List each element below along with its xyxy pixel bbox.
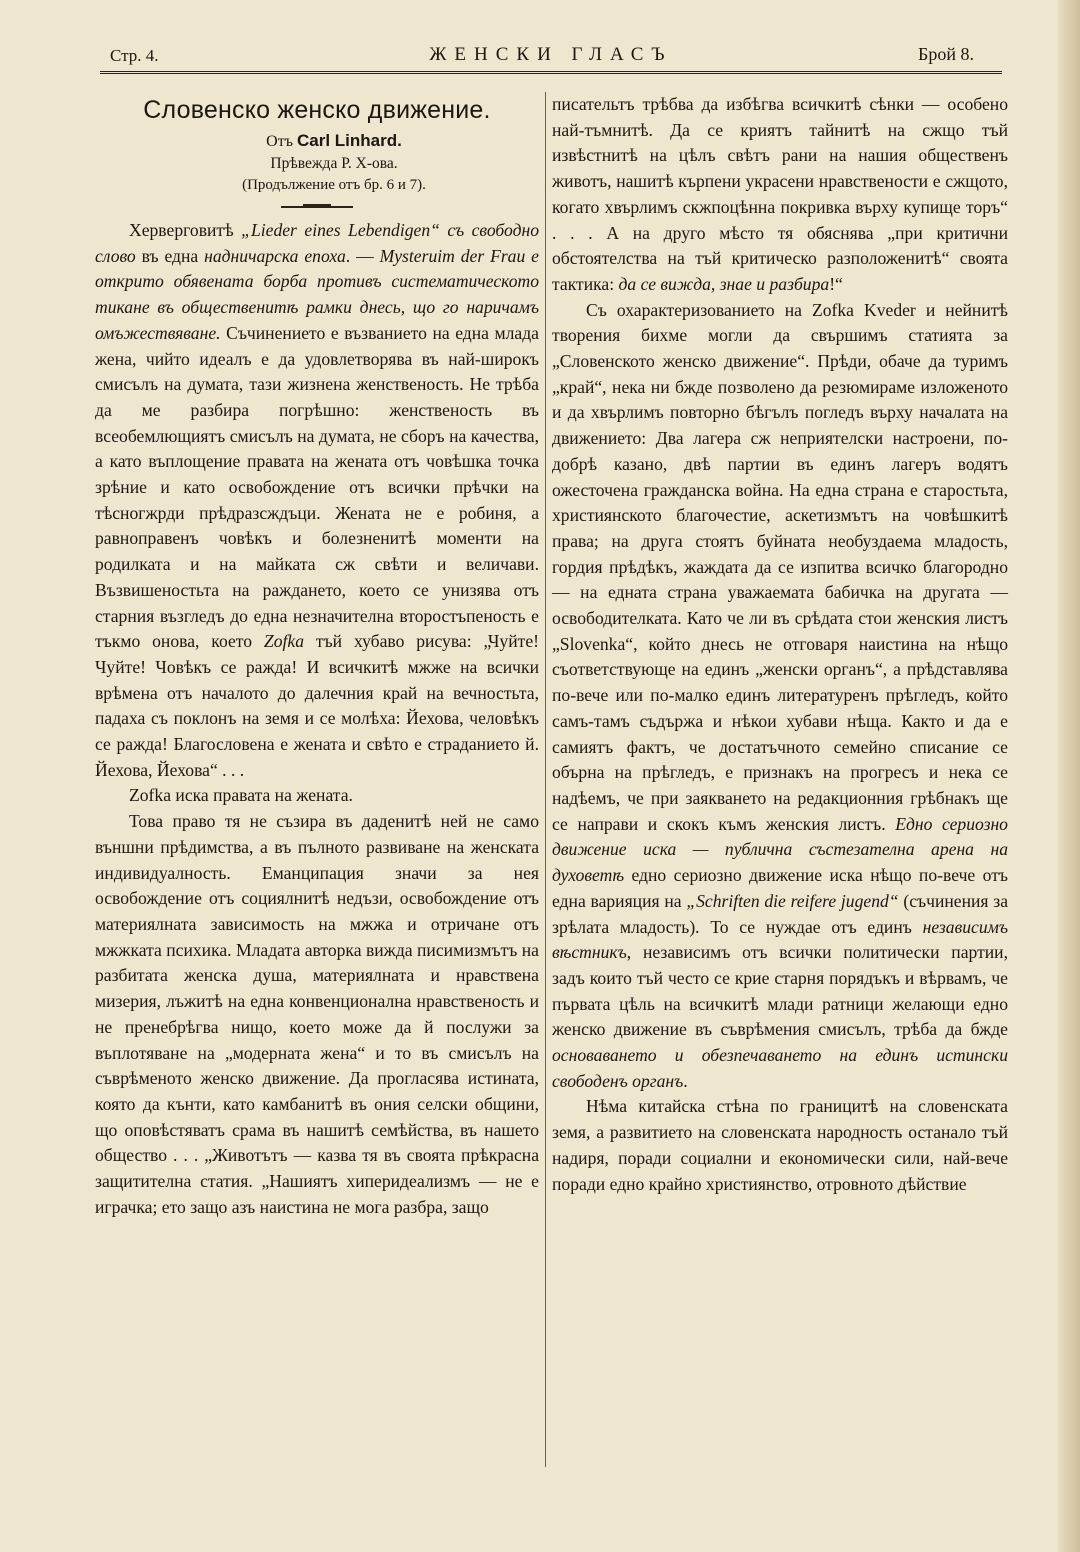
italic-text: „Schriften die reifere jugend“ [686,890,899,911]
italic-text: надничарска епоха [204,245,346,266]
page-number: Стр. 4. [110,46,159,65]
translator-credit: Прѣвежда Р. Х-ова. [270,155,398,172]
italic-text: Едно сериозно движение иска — публична състезателна арена на духоветѣ [552,813,1008,886]
text-run: !“ [829,273,843,294]
paragraph [552,92,1008,298]
issue-number: Брой 8. [918,44,974,64]
italic-text: основаването и обезпечаването на единъ истински свободенъ органъ [552,1045,1008,1091]
article-title: Словенско женско движение. [143,96,491,124]
text-run: въ една [135,245,205,266]
italic-text: „Lieder eines Lebendigen“ съ свободно слово [95,220,539,266]
paragraph: Нѣма китайска стѣна по границитѣ на словенската земя, а развитието на словенската народность останало тъй надиря, поради социални и економически сили, най-вече поради едно крайно християнство, отровното дѣйствие [552,1096,1008,1194]
paragraph: Това право тя не съзира въ даденитѣ ней не само външни прѣдимства, а въ пълното развиване на женската индивидуалность. Еманципация значи за нея освобождение отъ социялнитѣ недъзи, освобождение отъ материялната зависимость на мжжа и отричане отъ мжжката психика. Младата авторка вижда писимизмътъ на разбитата женска душа, материялната и нравствена мизерия, лъжитѣ на една конвенционална нравственость и не пренебрѣгва нищо, което може да й послужи за въплотяване на „модерната жена“ и то въ смисълъ на съврѣменото женско движение. Да прогласява истината, която да кънти, като камбанитѣ въ ония селски общини, що оповѣстяватъ срама въ нашитѣ семѣйства, въ нашето общество . . . „Животътъ — казва тя въ своята прѣкрасна защитителна статия. „Нашиятъ хиперидеализмъ — не е играчка; ето защо азъ наистина не мога разбра, защо [95,811,539,1217]
newspaper-title: ЖЕНСКИ ГЛАСЪ [429,44,673,65]
paragraph: Zofka иска правата на жената. [129,785,353,806]
byline [95,130,539,153]
italic-text: Mysteruim der Frau е открито обявената борба противъ систематическото тикане въ общественитѣ рамки днесь, що го наричамъ омъжествяване. [95,245,539,343]
column-divider [545,92,546,1467]
page-edge [1058,0,1080,1552]
header-rule [100,71,1002,74]
heading-divider [281,206,353,208]
text-run: тъй хубаво рисува: „Чуйте! Чуйте! Човѣкъ се ражда! И всичкитѣ мжже на всички врѣмена отъ началото до далечния край на вечностьта, падаха съ поклонъ на земя и се молѣха: Йехова, человѣкъ се ражда! Благословена е жената и свѣто е страданието й. Йехова, Йехова“ . . . [95,631,540,780]
text-run: Съчинението е възванието на една млада жена, чийто идеалъ е да удовлетворява въ най-широкъ смисълъ на думата, тази жизнена женственость. Не трѣба да ме разбира погрѣшно: женственость въ всеобемлющиятъ смисълъ на думата, не сборъ на качества, а като въплощение правата на жената отъ човѣшка точка зрѣние и като освобождение отъ всички прѣчки на тѣсногжрди прѣдразсждъци. Жената не е робиня, а равноправенъ човѣкъ и болезненитѣ моменти на родилката и на майката сж свѣти и величави. Възвишеностьта на раждането, което се унизява отъ старния възгледъ до една незначителна второстъпеность е тъкмо онова, което [95,322,539,652]
byline-prefix: Отъ [266,133,293,150]
article-heading [95,94,539,208]
text-run: . — [345,245,380,266]
left-column [95,92,539,1472]
text-run: писательтъ трѣбва да избѣгва всичкитѣ сѣнки — особено най-тъмнитѣ. Да се криятъ тайнитѣ на сжщо тъй извѣстнитѣ на цѣлъ свѣтъ рани на нашия общественъ животъ, нашитѣ кърпени украсени нравствености е сжщото, когато хвърлимъ скжпоцѣнна покривка върху купище торъ“ . . . А на друго мѣсто тя обяснява „при критични обстоятелства на тъй критическо разположенитѣ“ своята тактика: [552,94,1008,294]
text-run: . [683,1070,688,1091]
italic-text: Zofka [263,631,304,652]
text-run: (съчинения за зрѣлата младость). То се нуждае отъ единъ [552,890,1009,937]
continuation-note: (Продължение отъ бр. 6 и 7). [242,177,426,193]
text-run: Съ охарактеризованието на Zofka Kveder и нейнитѣ творения бихме могли да свършимъ статията за „Словенското женско движение“. Прѣди, обаче да туримъ „край“, нека ни бжде позволено да резюмираме изложеното и да хвърлимъ повторно бѣгълъ погледъ върху началата на движението: Два лагера сж неприятелски настроени, по-добрѣ казано, двѣ партии въ единъ лагеръ водятъ ожесточена гражданска война. На една страна е старостьта, християнското благочестие, аскетизмътъ на човѣшкитѣ права; на друга стоятъ буйната необуздаема младость, гордия прѣдѣкъ, жаждата да се изпитва всичко благородно — на едната страна уважаемата бабичка на другата — освободителката. Като че ли въ срѣдата стои женския листъ „Slovenka“, който днесь не отговаря наистина на нѣщо съответствующе на единъ „женски органъ“, а прѣдставлява по-вече или по-малко единъ литературенъ прѣгледъ, който самъ-тамъ съдържа и нѣкои хубави нѣща. Както и да е самиятъ фактъ, че достатъчното семейно списание се обърна на прѣгледъ, е признакъ на прогресъ и нека се надѣемъ, че при заякването на редакционния грѣбнакъ ще се направи и скокъ къмъ женския листъ. [552,299,1008,834]
text-run: едно сериозно движение иска нѣщо по-вече отъ една варияция на [552,865,1008,911]
page-header [100,40,1002,74]
text-run: Херверговитѣ [129,220,242,240]
right-column [552,92,1008,1472]
paragraph [95,218,539,783]
author-name: Carl Linhard. [296,131,402,150]
text-run: , независимъ отъ всички политически партии, задъ които тъй често се крие старня порядъкъ и вѣрвамъ, че първата цѣль на всичкитѣ млади ратници желающи едно женско движение въ съврѣмения смисълъ, трѣба да бжде [552,942,1008,1040]
italic-text: да се вижда, знае и разбира [618,273,830,294]
italic-text: независимъ вѣстникъ [552,916,1008,963]
paragraph [552,298,1008,1095]
